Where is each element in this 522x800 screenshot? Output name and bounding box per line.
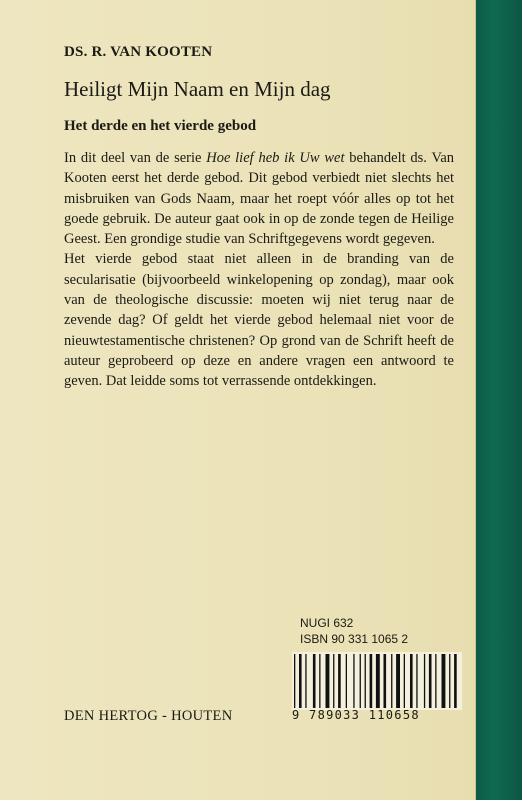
author-name: DS. R. VAN KOOTEN [64, 44, 213, 60]
blurb-paragraph-1 [64, 148, 454, 249]
blurb-paragraph-2: Het vierde gebod staat niet alleen in de branding van de secularisatie (bijvoorbeeld winkelopening op zondag), maar ook van de theologische discussie: moeten wij niet terug naar de zevende dag? Of geldt het vierde gebod helemaal niet voor de nieuwtestamentische christenen? Op grond van de Schrift heeft de auteur geprobeerd op deze en andere vragen een antwoord te geven. Dat leidde soms tot verrassende ontdekkingen. [64, 251, 454, 390]
barcode-bar [353, 654, 354, 708]
barcode-bar [435, 654, 436, 708]
barcode-bar [294, 654, 295, 708]
barcode-bar [338, 654, 341, 708]
blurb [64, 148, 454, 392]
barcode-bar [346, 654, 347, 708]
series-title: Hoe lief heb ik Uw wet [206, 150, 345, 166]
blurb-text: In dit deel van de serie [64, 150, 207, 166]
barcode-bar [305, 654, 306, 708]
barcode-bar [370, 654, 373, 708]
barcode-bar [442, 654, 446, 708]
barcode-bar [429, 654, 432, 708]
barcode-bar [319, 654, 320, 708]
barcode-bar [404, 654, 405, 708]
barcode-bar [391, 654, 392, 708]
barcode-bar [313, 654, 316, 708]
barcode-bar [360, 654, 361, 708]
barcode-bar [376, 654, 380, 708]
barcode-bar [365, 654, 366, 708]
isbn-number: ISBN 90 331 1065 2 [300, 632, 409, 646]
barcode-bar [326, 654, 330, 708]
barcode-bar [449, 654, 450, 708]
isbn-barcode [292, 652, 462, 710]
barcode-digits: 9 789033 110658 [292, 708, 420, 722]
nugi-code: NUGI 632 [300, 616, 354, 630]
barcode-bar [454, 654, 457, 708]
barcode-bar [333, 654, 334, 708]
blurb-text: behandelt ds. Van Kooten eerst het derde gebod. Dit gebod verbiedt niet slechts het misbruiken van Gods Naam, maar het roept vóór alles op tot het goede gebruik. De auteur gaat ook in op de zonde tegen de Heilige Geest. Een grondige studie van Schriftgegevens wordt gegeven. [64, 150, 454, 248]
book-subtitle: Het derde en het vierde gebod [64, 118, 257, 134]
barcode-bar [410, 654, 413, 708]
book-title: Heiligt Mijn Naam en Mijn dag [64, 77, 331, 101]
barcode-bar [299, 654, 302, 708]
barcode-bar [384, 654, 387, 708]
barcode-bar [424, 654, 425, 708]
barcode-bar [416, 654, 417, 708]
barcode-bar [396, 654, 400, 708]
publisher: DEN HERTOG - HOUTEN [64, 708, 233, 724]
book-spine [476, 0, 522, 800]
